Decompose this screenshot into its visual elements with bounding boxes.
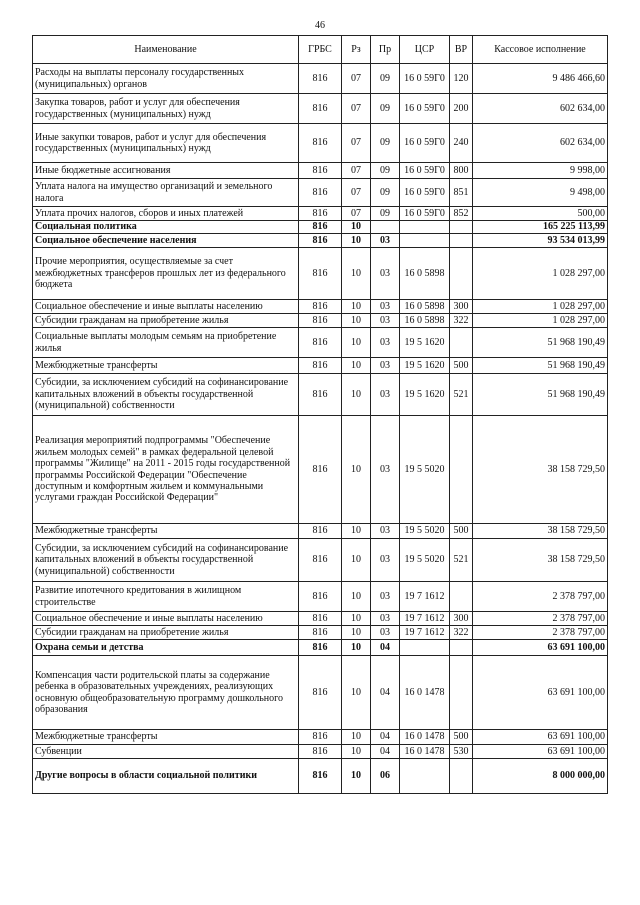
table-row <box>33 730 608 745</box>
cell-name: Социальная политика <box>33 221 299 234</box>
cell-vr <box>450 221 473 234</box>
cell-vr <box>450 640 473 656</box>
cell-amount: 63 691 100,00 <box>473 730 608 745</box>
table-row <box>33 94 608 124</box>
cell-name: Социальное обеспечение и иные выплаты населению <box>33 612 299 626</box>
cell-rz: 10 <box>342 626 371 640</box>
cell-pr: 04 <box>371 730 400 745</box>
cell-amount: 63 691 100,00 <box>473 640 608 656</box>
cell-pr: 03 <box>371 328 400 358</box>
cell-pr: 09 <box>371 163 400 179</box>
table-row <box>33 328 608 358</box>
cell-pr: 03 <box>371 612 400 626</box>
cell-csr: 19 5 1620 <box>400 358 450 374</box>
cell-amount: 1 028 297,00 <box>473 314 608 328</box>
cell-rz: 10 <box>342 314 371 328</box>
page-number: 46 <box>315 20 325 31</box>
table-body <box>33 64 608 794</box>
cell-vr: 851 <box>450 179 473 207</box>
cell-vr: 500 <box>450 524 473 539</box>
cell-amount: 51 968 190,49 <box>473 358 608 374</box>
cell-pr: 03 <box>371 358 400 374</box>
cell-csr: 16 0 59Г0 <box>400 163 450 179</box>
cell-vr <box>450 416 473 524</box>
cell-amount: 63 691 100,00 <box>473 745 608 759</box>
table-row <box>33 124 608 163</box>
cell-pr: 09 <box>371 207 400 221</box>
cell-csr: 16 0 59Г0 <box>400 207 450 221</box>
table-row <box>33 207 608 221</box>
cell-vr: 500 <box>450 358 473 374</box>
cell-pr: 03 <box>371 314 400 328</box>
cell-amount: 9 998,00 <box>473 163 608 179</box>
cell-csr: 19 7 1612 <box>400 612 450 626</box>
cell-pr: 09 <box>371 124 400 163</box>
cell-amount: 165 225 113,99 <box>473 221 608 234</box>
cell-grbs: 816 <box>299 524 342 539</box>
cell-pr: 03 <box>371 626 400 640</box>
cell-grbs: 816 <box>299 582 342 612</box>
cell-vr: 200 <box>450 94 473 124</box>
cell-amount: 2 378 797,00 <box>473 612 608 626</box>
cell-rz: 10 <box>342 248 371 300</box>
cell-rz: 10 <box>342 221 371 234</box>
cell-name: Другие вопросы в области социальной политики <box>33 759 299 794</box>
cell-vr: 500 <box>450 730 473 745</box>
header-name: Наименование <box>33 36 299 64</box>
table-row <box>33 64 608 94</box>
cell-rz: 10 <box>342 374 371 416</box>
table-row <box>33 358 608 374</box>
cell-rz: 07 <box>342 163 371 179</box>
table-row <box>33 539 608 582</box>
cell-name: Субсидии, за исключением субсидий на софинансирование капитальных вложений в объекты государственной (муниципальной) собственности <box>33 539 299 582</box>
cell-rz: 10 <box>342 539 371 582</box>
cell-amount: 51 968 190,49 <box>473 328 608 358</box>
cell-name: Расходы на выплаты персоналу государственных (муниципальных) органов <box>33 64 299 94</box>
table-row <box>33 163 608 179</box>
cell-vr: 120 <box>450 64 473 94</box>
cell-name: Иные бюджетные ассигнования <box>33 163 299 179</box>
cell-grbs: 816 <box>299 221 342 234</box>
cell-vr: 300 <box>450 612 473 626</box>
cell-grbs: 816 <box>299 234 342 248</box>
cell-csr <box>400 234 450 248</box>
table-row <box>33 745 608 759</box>
cell-grbs: 816 <box>299 745 342 759</box>
cell-vr: 852 <box>450 207 473 221</box>
cell-amount: 602 634,00 <box>473 124 608 163</box>
cell-csr: 19 5 1620 <box>400 328 450 358</box>
cell-amount: 8 000 000,00 <box>473 759 608 794</box>
cell-csr: 16 0 5898 <box>400 300 450 314</box>
cell-name: Субсидии, за исключением субсидий на софинансирование капитальных вложений в объекты государственной (муниципальной) собственности <box>33 374 299 416</box>
cell-csr: 16 0 1478 <box>400 730 450 745</box>
cell-vr: 322 <box>450 626 473 640</box>
cell-grbs: 816 <box>299 124 342 163</box>
cell-rz: 07 <box>342 64 371 94</box>
cell-name: Межбюджетные трансферты <box>33 524 299 539</box>
cell-rz: 10 <box>342 328 371 358</box>
cell-grbs: 816 <box>299 179 342 207</box>
cell-grbs: 816 <box>299 374 342 416</box>
cell-csr: 16 0 1478 <box>400 745 450 759</box>
cell-rz: 07 <box>342 207 371 221</box>
cell-name: Межбюджетные трансферты <box>33 358 299 374</box>
cell-grbs: 816 <box>299 358 342 374</box>
table-row <box>33 314 608 328</box>
cell-amount: 2 378 797,00 <box>473 582 608 612</box>
cell-rz: 10 <box>342 234 371 248</box>
cell-amount: 51 968 190,49 <box>473 374 608 416</box>
header-pr: Пр <box>371 36 400 64</box>
cell-vr: 521 <box>450 539 473 582</box>
cell-pr: 04 <box>371 745 400 759</box>
cell-pr: 03 <box>371 374 400 416</box>
cell-name: Охрана семьи и детства <box>33 640 299 656</box>
cell-csr: 16 0 59Г0 <box>400 94 450 124</box>
table-row <box>33 759 608 794</box>
table-row <box>33 524 608 539</box>
cell-rz: 10 <box>342 730 371 745</box>
cell-csr: 16 0 59Г0 <box>400 124 450 163</box>
cell-name: Уплата налога на имущество организаций и земельного налога <box>33 179 299 207</box>
cell-name: Закупка товаров, работ и услуг для обеспечения государственных (муниципальных) нужд <box>33 94 299 124</box>
cell-grbs: 816 <box>299 248 342 300</box>
cell-name: Компенсация части родительской платы за содержание ребенка в образовательных учреждениях, реализующих основную общеобразовательную программу дошкольного образования <box>33 656 299 730</box>
cell-rz: 07 <box>342 124 371 163</box>
cell-grbs: 816 <box>299 300 342 314</box>
cell-pr: 04 <box>371 656 400 730</box>
cell-name: Социальное обеспечение населения <box>33 234 299 248</box>
cell-csr: 16 0 1478 <box>400 656 450 730</box>
header-amount: Кассовое исполнение <box>473 36 608 64</box>
cell-grbs: 816 <box>299 64 342 94</box>
cell-amount: 93 534 013,99 <box>473 234 608 248</box>
table-row <box>33 179 608 207</box>
cell-grbs: 816 <box>299 759 342 794</box>
cell-amount: 500,00 <box>473 207 608 221</box>
cell-rz: 10 <box>342 582 371 612</box>
cell-rz: 10 <box>342 300 371 314</box>
cell-rz: 10 <box>342 416 371 524</box>
cell-pr: 09 <box>371 94 400 124</box>
cell-name: Иные закупки товаров, работ и услуг для обеспечения государственных (муниципальных) нужд <box>33 124 299 163</box>
cell-rz: 07 <box>342 179 371 207</box>
cell-pr: 03 <box>371 248 400 300</box>
cell-rz: 10 <box>342 612 371 626</box>
cell-pr: 03 <box>371 539 400 582</box>
cell-grbs: 816 <box>299 328 342 358</box>
cell-rz: 07 <box>342 94 371 124</box>
cell-csr <box>400 640 450 656</box>
cell-grbs: 816 <box>299 612 342 626</box>
cell-amount: 9 486 466,60 <box>473 64 608 94</box>
cell-name: Субвенции <box>33 745 299 759</box>
cell-csr: 16 0 5898 <box>400 314 450 328</box>
table-row <box>33 234 608 248</box>
table-row <box>33 221 608 234</box>
cell-amount: 63 691 100,00 <box>473 656 608 730</box>
cell-vr: 530 <box>450 745 473 759</box>
header-csr: ЦСР <box>400 36 450 64</box>
cell-rz: 10 <box>342 358 371 374</box>
cell-vr: 240 <box>450 124 473 163</box>
table-row <box>33 612 608 626</box>
cell-amount: 9 498,00 <box>473 179 608 207</box>
table-row <box>33 300 608 314</box>
cell-name: Социальное обеспечение и иные выплаты населению <box>33 300 299 314</box>
cell-name: Реализация мероприятий подпрограммы "Обеспечение жильем молодых семей" в рамках федеральной целевой программы "Жилище" на 2011 - 2015 годы государственной программы Российской Федерации "Обеспечение доступным и комфортным жильем и коммунальными услугами граждан Российской Федерации" <box>33 416 299 524</box>
cell-grbs: 816 <box>299 640 342 656</box>
cell-grbs: 816 <box>299 94 342 124</box>
cell-amount: 38 158 729,50 <box>473 416 608 524</box>
cell-csr: 16 0 59Г0 <box>400 179 450 207</box>
cell-pr: 06 <box>371 759 400 794</box>
cell-vr: 322 <box>450 314 473 328</box>
cell-amount: 602 634,00 <box>473 94 608 124</box>
cell-name: Развитие ипотечного кредитования в жилищном строительстве <box>33 582 299 612</box>
cell-csr: 19 5 5020 <box>400 539 450 582</box>
cell-grbs: 816 <box>299 626 342 640</box>
table-row <box>33 626 608 640</box>
cell-name: Прочие мероприятия, осуществляемые за счет межбюджетных трансферов прошлых лет из федерального бюджета <box>33 248 299 300</box>
cell-pr: 09 <box>371 179 400 207</box>
cell-name: Субсидии гражданам на приобретение жилья <box>33 626 299 640</box>
table-header-row <box>33 36 608 64</box>
cell-name: Субсидии гражданам на приобретение жилья <box>33 314 299 328</box>
cell-vr <box>450 759 473 794</box>
cell-grbs: 816 <box>299 207 342 221</box>
cell-csr: 19 7 1612 <box>400 626 450 640</box>
cell-vr <box>450 234 473 248</box>
cell-pr: 03 <box>371 524 400 539</box>
cell-pr: 03 <box>371 300 400 314</box>
cell-csr: 19 5 1620 <box>400 374 450 416</box>
header-rz: Рз <box>342 36 371 64</box>
cell-rz: 10 <box>342 524 371 539</box>
cell-name: Социальные выплаты молодым семьям на приобретение жилья <box>33 328 299 358</box>
cell-csr <box>400 221 450 234</box>
cell-vr: 521 <box>450 374 473 416</box>
cell-rz: 10 <box>342 656 371 730</box>
cell-amount: 38 158 729,50 <box>473 524 608 539</box>
cell-vr <box>450 248 473 300</box>
cell-name: Уплата прочих налогов, сборов и иных платежей <box>33 207 299 221</box>
cell-csr: 19 5 5020 <box>400 416 450 524</box>
table-row <box>33 582 608 612</box>
cell-csr: 16 0 5898 <box>400 248 450 300</box>
cell-csr: 16 0 59Г0 <box>400 64 450 94</box>
cell-pr: 04 <box>371 640 400 656</box>
cell-csr: 19 5 5020 <box>400 524 450 539</box>
cell-vr: 800 <box>450 163 473 179</box>
cell-amount: 2 378 797,00 <box>473 626 608 640</box>
cell-rz: 10 <box>342 759 371 794</box>
cell-grbs: 816 <box>299 656 342 730</box>
cell-csr: 19 7 1612 <box>400 582 450 612</box>
cell-rz: 10 <box>342 640 371 656</box>
cell-pr: 09 <box>371 64 400 94</box>
budget-table <box>32 35 608 794</box>
table-row <box>33 640 608 656</box>
cell-csr <box>400 759 450 794</box>
header-grbs: ГРБС <box>299 36 342 64</box>
cell-pr: 03 <box>371 234 400 248</box>
cell-grbs: 816 <box>299 730 342 745</box>
cell-vr <box>450 328 473 358</box>
cell-pr: 03 <box>371 416 400 524</box>
cell-pr: 03 <box>371 582 400 612</box>
cell-grbs: 816 <box>299 163 342 179</box>
table-row <box>33 248 608 300</box>
table-row <box>33 374 608 416</box>
cell-amount: 38 158 729,50 <box>473 539 608 582</box>
cell-grbs: 816 <box>299 416 342 524</box>
table-row <box>33 416 608 524</box>
cell-vr <box>450 656 473 730</box>
cell-grbs: 816 <box>299 539 342 582</box>
table-row <box>33 656 608 730</box>
cell-pr <box>371 221 400 234</box>
cell-rz: 10 <box>342 745 371 759</box>
cell-vr: 300 <box>450 300 473 314</box>
cell-amount: 1 028 297,00 <box>473 248 608 300</box>
cell-amount: 1 028 297,00 <box>473 300 608 314</box>
cell-vr <box>450 582 473 612</box>
cell-grbs: 816 <box>299 314 342 328</box>
header-vr: ВР <box>450 36 473 64</box>
cell-name: Межбюджетные трансферты <box>33 730 299 745</box>
